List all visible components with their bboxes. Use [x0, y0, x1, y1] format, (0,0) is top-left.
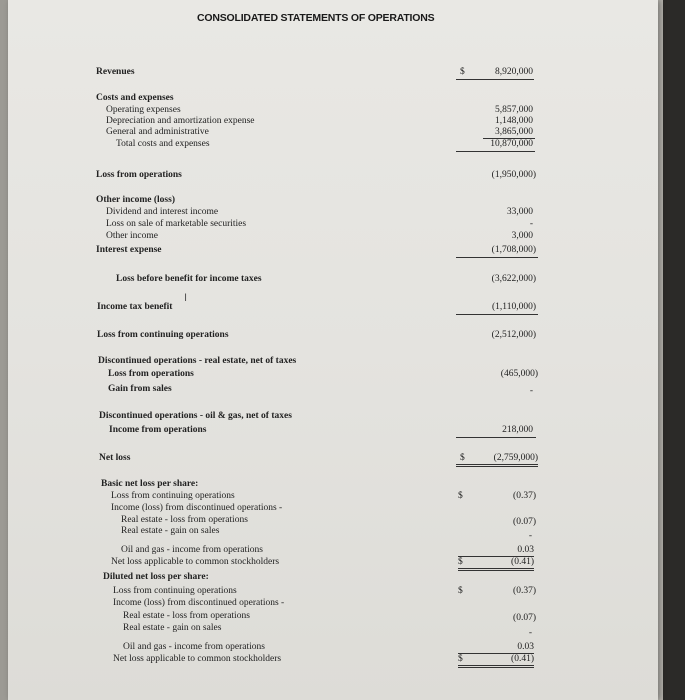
net-loss-label: Net loss: [99, 453, 131, 463]
basic-re-loss-label: Real estate - loss from operations: [121, 515, 248, 525]
underline: [456, 79, 534, 80]
underline: [458, 665, 534, 666]
disc-oil-gas-item-label: Income from operations: [109, 425, 207, 435]
basic-disc-label: Income (loss) from discontinued operations -: [111, 503, 283, 513]
currency-symbol: $: [458, 491, 463, 501]
basic-re-gain-label: Real estate - gain on sales: [121, 526, 220, 536]
loss-before-tax-value: (3,622,000): [491, 274, 536, 284]
disc-real-estate-item-label: Gain from sales: [108, 384, 172, 394]
diluted-loss-continuing-value: (0.37): [513, 586, 536, 596]
diluted-loss-continuing-label: Loss from continuing operations: [113, 586, 237, 596]
diluted-re-loss-label: Real estate - loss from operations: [123, 611, 250, 621]
diluted-re-loss-value: (0.07): [513, 613, 536, 623]
interest-expense-label: Interest expense: [96, 245, 162, 255]
diluted-oil-label: Oil and gas - income from operations: [123, 642, 265, 652]
currency-symbol: $: [460, 67, 465, 77]
other-income-item-label: Dividend and interest income: [106, 207, 219, 217]
costs-total-label: Total costs and expenses: [116, 139, 210, 149]
currency-symbol: $: [458, 557, 463, 567]
income-tax-value: (1,110,000): [492, 302, 536, 312]
diluted-re-gain-value: -: [528, 628, 532, 638]
disc-real-estate-item-label: Loss from operations: [108, 369, 194, 379]
disc-oil-gas-heading: Discontinued operations - oil & gas, net of taxes: [99, 411, 292, 421]
disc-real-estate-heading: Discontinued operations - real estate, net of taxes: [98, 356, 297, 366]
disc-real-estate-item-value: -: [529, 386, 533, 396]
basic-oil-label: Oil and gas - income from operations: [121, 545, 263, 555]
other-income-heading: Other income (loss): [96, 195, 175, 205]
diluted-heading: Diluted net loss per share:: [103, 572, 209, 582]
currency-symbol: $: [458, 654, 463, 664]
basic-oil-value: 0.03: [517, 545, 534, 555]
basic-re-gain-value: -: [528, 531, 532, 541]
underline: [456, 257, 538, 258]
basic-net-label: Net loss applicable to common stockholders: [111, 557, 280, 567]
other-income-item-label: Loss on sale of marketable securities: [106, 219, 247, 229]
underline: [456, 314, 538, 315]
costs-item-value: 5,857,000: [495, 105, 533, 115]
other-income-item-value: 3,000: [511, 231, 533, 241]
double-underline: [456, 466, 538, 467]
dark-edge: [663, 0, 685, 700]
disc-oil-gas-item-value: 218,000: [502, 425, 533, 435]
disc-real-estate-item-value: (465,000): [500, 369, 538, 379]
basic-loss-continuing-value: (0.37): [513, 491, 536, 501]
diluted-re-gain-label: Real estate - gain on sales: [123, 623, 222, 633]
diluted-net-value: (0.41): [511, 654, 534, 664]
other-income-item-value: -: [529, 219, 533, 229]
underline: [456, 151, 535, 152]
underline: [456, 464, 538, 465]
double-underline: [458, 667, 534, 668]
statement-title: CONSOLIDATED STATEMENTS OF OPERATIONS: [197, 12, 435, 24]
currency-symbol: $: [460, 453, 465, 463]
loss-continuing-label: Loss from continuing operations: [97, 330, 229, 340]
currency-symbol: $: [458, 586, 463, 596]
costs-heading: Costs and expenses: [96, 93, 174, 103]
underline: [456, 437, 536, 438]
other-income-item-label: Other income: [106, 231, 158, 241]
costs-item-value: 3,865,000: [495, 127, 533, 137]
text-cursor-icon: I: [184, 292, 188, 304]
net-loss-value: (2,759,000): [493, 453, 538, 463]
basic-heading: Basic net loss per share:: [101, 479, 199, 489]
costs-item-label: General and administrative: [106, 127, 209, 137]
costs-item-label: Depreciation and amortization expense: [106, 116, 255, 126]
diluted-net-label: Net loss applicable to common stockholders: [113, 654, 282, 664]
income-tax-label: Income tax benefit: [97, 302, 173, 312]
revenues-label: Revenues: [96, 67, 135, 77]
statement-page: [8, 0, 658, 700]
basic-net-value: (0.41): [511, 557, 534, 567]
double-underline: [458, 570, 534, 571]
revenues-value: 8,920,000: [495, 67, 533, 77]
basic-loss-continuing-label: Loss from continuing operations: [111, 491, 235, 501]
diluted-oil-value: 0.03: [517, 642, 534, 652]
other-income-item-value: 33,000: [506, 207, 533, 217]
diluted-disc-label: Income (loss) from discontinued operations -: [113, 598, 285, 608]
costs-total-value: 10,870,000: [490, 139, 533, 149]
interest-expense-value: (1,708,000): [491, 245, 536, 255]
loss-from-operations-label: Loss from operations: [96, 170, 182, 180]
basic-re-loss-value: (0.07): [513, 517, 536, 527]
costs-item-label: Operating expenses: [106, 105, 181, 115]
loss-before-tax-label: Loss before benefit for income taxes: [116, 274, 262, 284]
underline: [458, 568, 534, 569]
costs-item-value: 1,148,000: [495, 116, 533, 126]
loss-from-operations-value: (1,950,000): [491, 170, 536, 180]
loss-continuing-value: (2,512,000): [491, 330, 536, 340]
